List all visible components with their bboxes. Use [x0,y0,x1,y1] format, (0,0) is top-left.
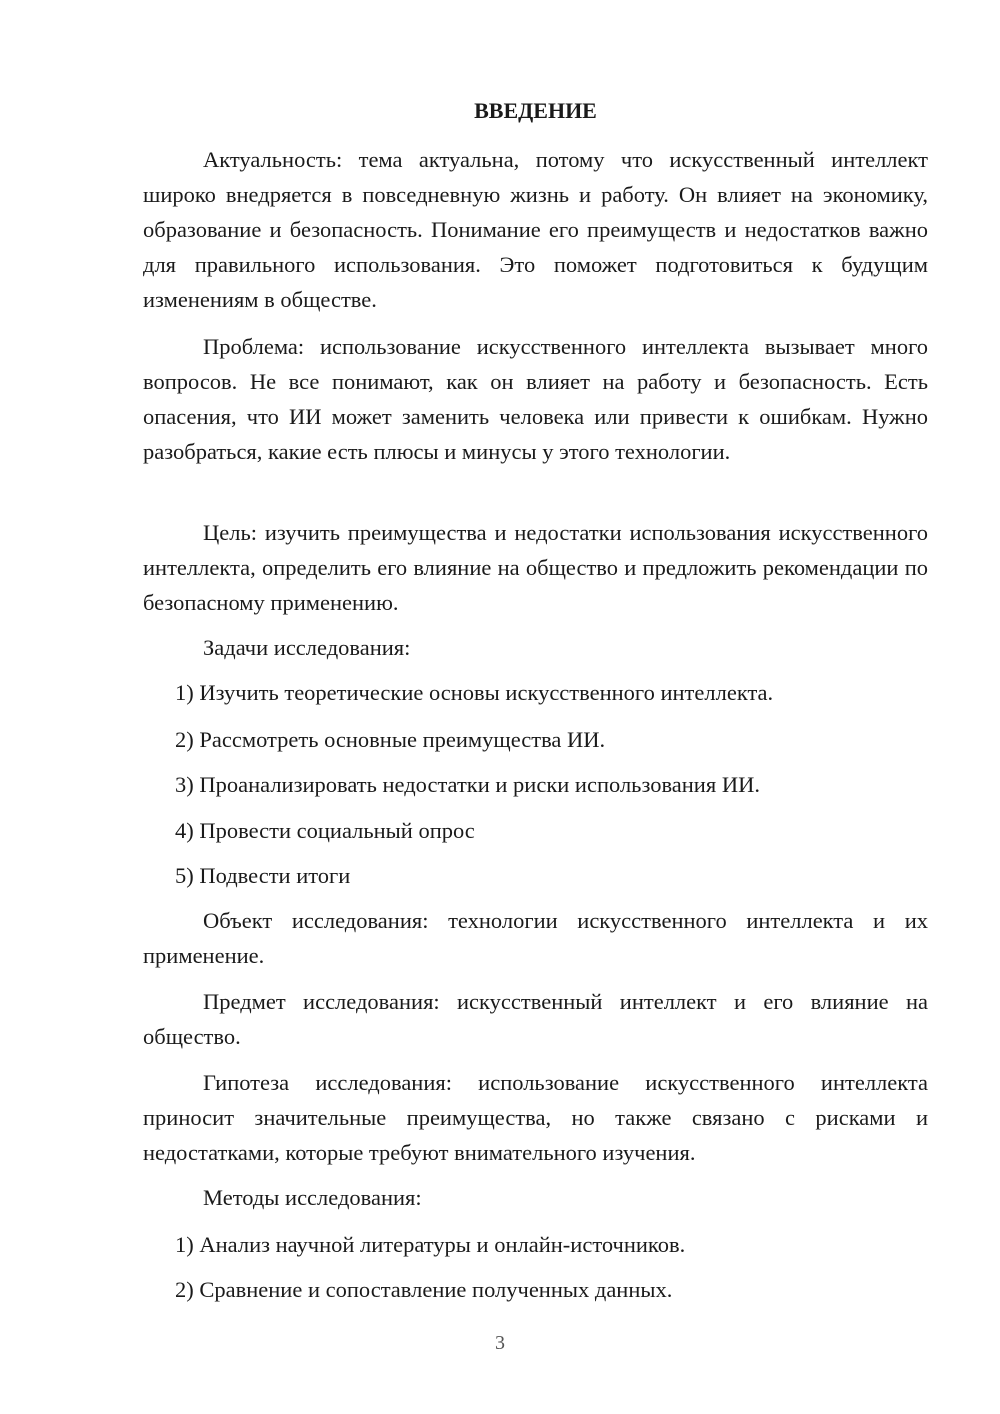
subject-paragraph: Предмет исследования: искусственный интеллект и его влияние на общество. [143,989,928,1049]
tasks-heading: Задачи исследования: [203,635,411,660]
hypothesis-paragraph: Гипотеза исследования: использование искусственного интеллекта приносит значительные преимущества, но также связано с рисками и недостатками, которые требуют внимательного изучения. [143,1070,928,1165]
methods-heading: Методы исследования: [203,1185,422,1210]
method-item-2: 2) Сравнение и сопоставление полученных данных. [175,1277,673,1302]
object-paragraph: Объект исследования: технологии искусственного интеллекта и их применение. [143,908,928,968]
task-item-1: 1) Изучить теоретические основы искусственного интеллекта. [175,680,774,705]
task-item-5: 5) Подвести итоги [175,863,351,888]
method-item-1: 1) Анализ научной литературы и онлайн-источников. [175,1232,686,1257]
goal-paragraph: Цель: изучить преимущества и недостатки использования искусственного интеллекта, определить его влияние на общество и предложить рекомендации по безопасному применению. [143,520,928,615]
problem-paragraph: Проблема: использование искусственного интеллекта вызывает много вопросов. Не все понимают, как он влияет на работу и безопасность. Есть опасения, что ИИ может заменить человека или привести к ошибкам. Нужно разобраться, какие есть плюсы и минусы у этого технологии. [143,334,928,464]
task-item-3: 3) Проанализировать недостатки и риски использования ИИ. [175,772,760,797]
relevance-paragraph: Актуальность: тема актуальна, потому что искусственный интеллект широко внедряется в повседневную жизнь и работу. Он влияет на экономику, образование и безопасность. Понимание его преимуществ и недостатков важно для правильного использования. Это поможет подготовиться к будущим изменениям в обществе. [143,147,928,312]
section-title: ВВЕДЕНИЕ [474,98,597,123]
page-number: 3 [495,1332,505,1354]
task-item-4: 4) Провести социальный опрос [175,818,475,843]
task-item-2: 2) Рассмотреть основные преимущества ИИ. [175,727,606,752]
